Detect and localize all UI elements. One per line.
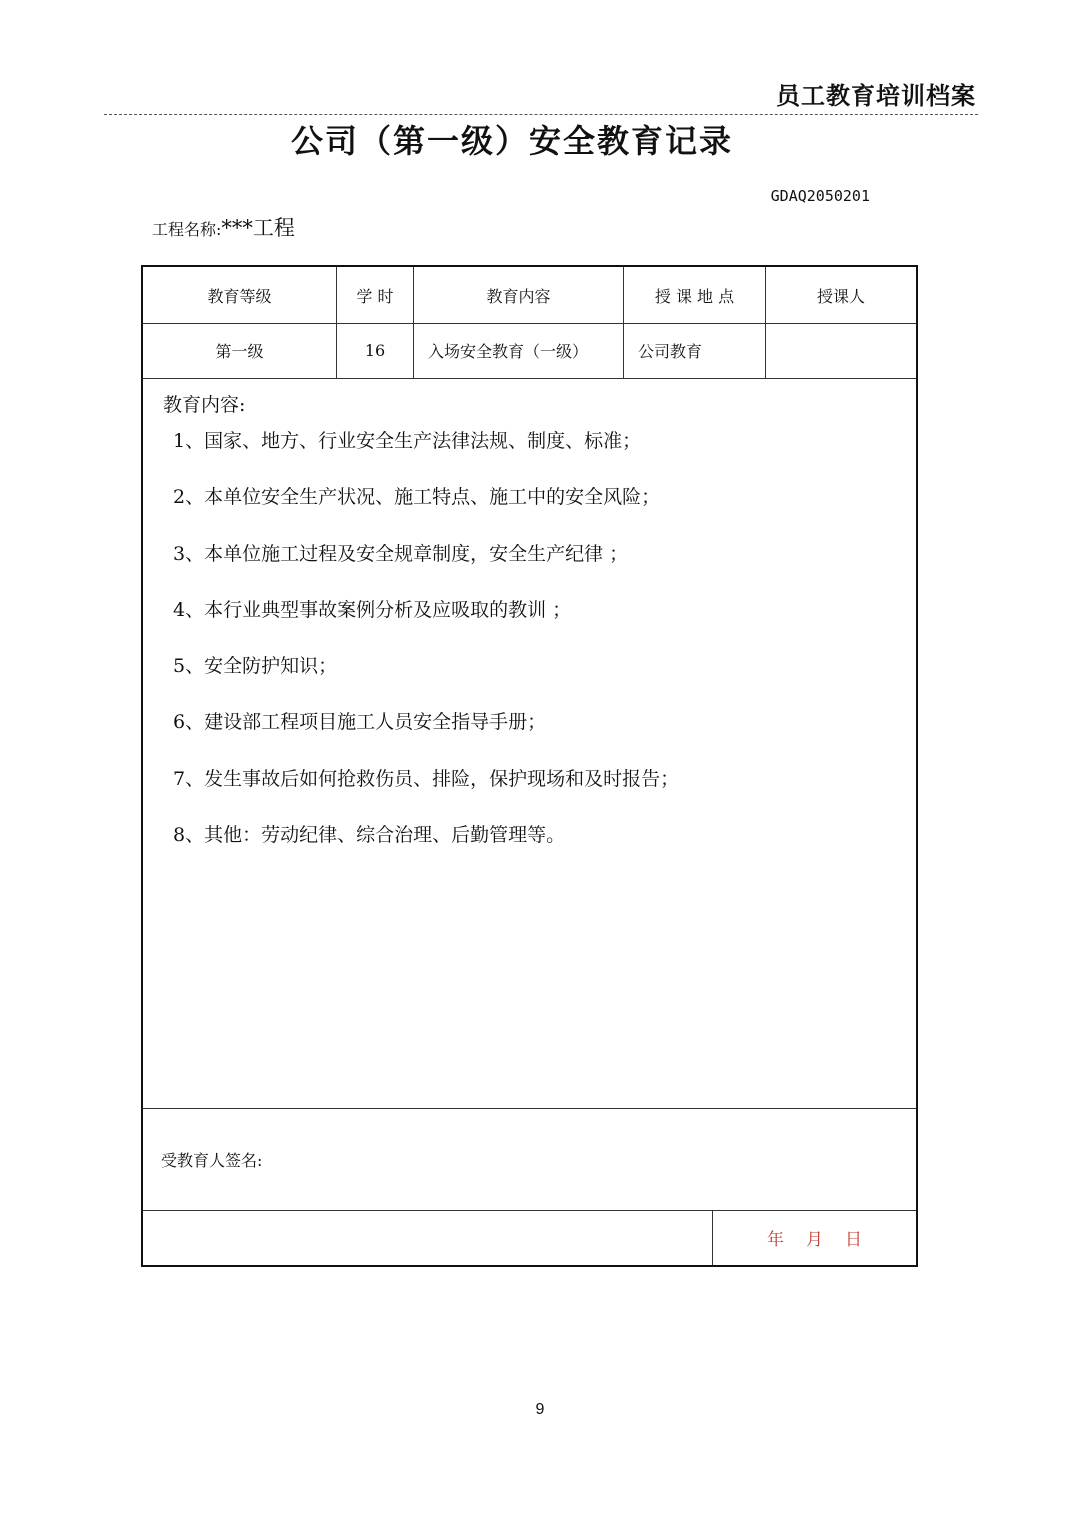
list-item: 6、建设部工程项目施工人员安全指导手册；: [173, 711, 547, 734]
content-heading: 教育内容:: [163, 394, 246, 416]
content-list: [173, 426, 679, 876]
cell-education-level: 第一级: [215, 342, 264, 361]
document-title: 公司（第一级）安全教育记录: [290, 122, 733, 160]
list-item: 7、发生事故后如何抢救伤员、排险，保护现场和及时报告；: [173, 767, 680, 790]
table-row: [143, 323, 916, 379]
date-cell[interactable]: [712, 1210, 916, 1265]
date-year-label: 年: [767, 1230, 784, 1250]
education-record-table: [141, 265, 918, 1267]
project-name-line: [152, 212, 295, 242]
cell-education-content: 入场安全教育（一级）: [413, 323, 623, 378]
header-hours: 学 时: [336, 267, 413, 323]
list-item: 8、其他：劳动纪律、综合治理、后勤管理等。: [173, 824, 566, 847]
table-header-row: [143, 267, 916, 324]
list-item: 5、安全防护知识；: [173, 655, 338, 678]
list-item: 2、本单位安全生产状况、施工特点、施工中的安全风险；: [173, 486, 661, 509]
cell-location: 公司教育: [623, 323, 765, 378]
document-code: GDAQ2050201: [770, 187, 870, 205]
header-divider: [104, 114, 978, 115]
header-education-level: 教育等级: [207, 286, 272, 306]
list-item: 3、本单位施工过程及安全规章制度，安全生产纪律 ；: [173, 542, 629, 565]
signature-label: 受教育人签名:: [161, 1151, 263, 1170]
header-instructor: 授课人: [765, 267, 916, 323]
education-content-section: [143, 378, 916, 1109]
list-item: 4、本行业典型事故案例分析及应吸取的教训 ；: [173, 598, 572, 621]
project-name-value: ***工程: [221, 216, 295, 240]
header-education-content: 教育内容: [413, 267, 623, 323]
signature-section[interactable]: [143, 1108, 916, 1211]
header-location: 授 课 地 点: [623, 267, 765, 323]
project-name-label: 工程名称:: [152, 220, 222, 239]
cell-instructor[interactable]: [765, 323, 916, 378]
cell-hours: 16: [336, 323, 413, 378]
list-item: 1、国家、地方、行业安全生产法律法规、制度、标准；: [173, 430, 642, 452]
page-number: 9: [535, 1401, 545, 1418]
date-row: [143, 1210, 916, 1265]
archive-header-title: 员工教育培训档案: [776, 82, 976, 110]
date-month-label: 月: [806, 1230, 823, 1250]
date-day-label: 日: [845, 1230, 862, 1250]
